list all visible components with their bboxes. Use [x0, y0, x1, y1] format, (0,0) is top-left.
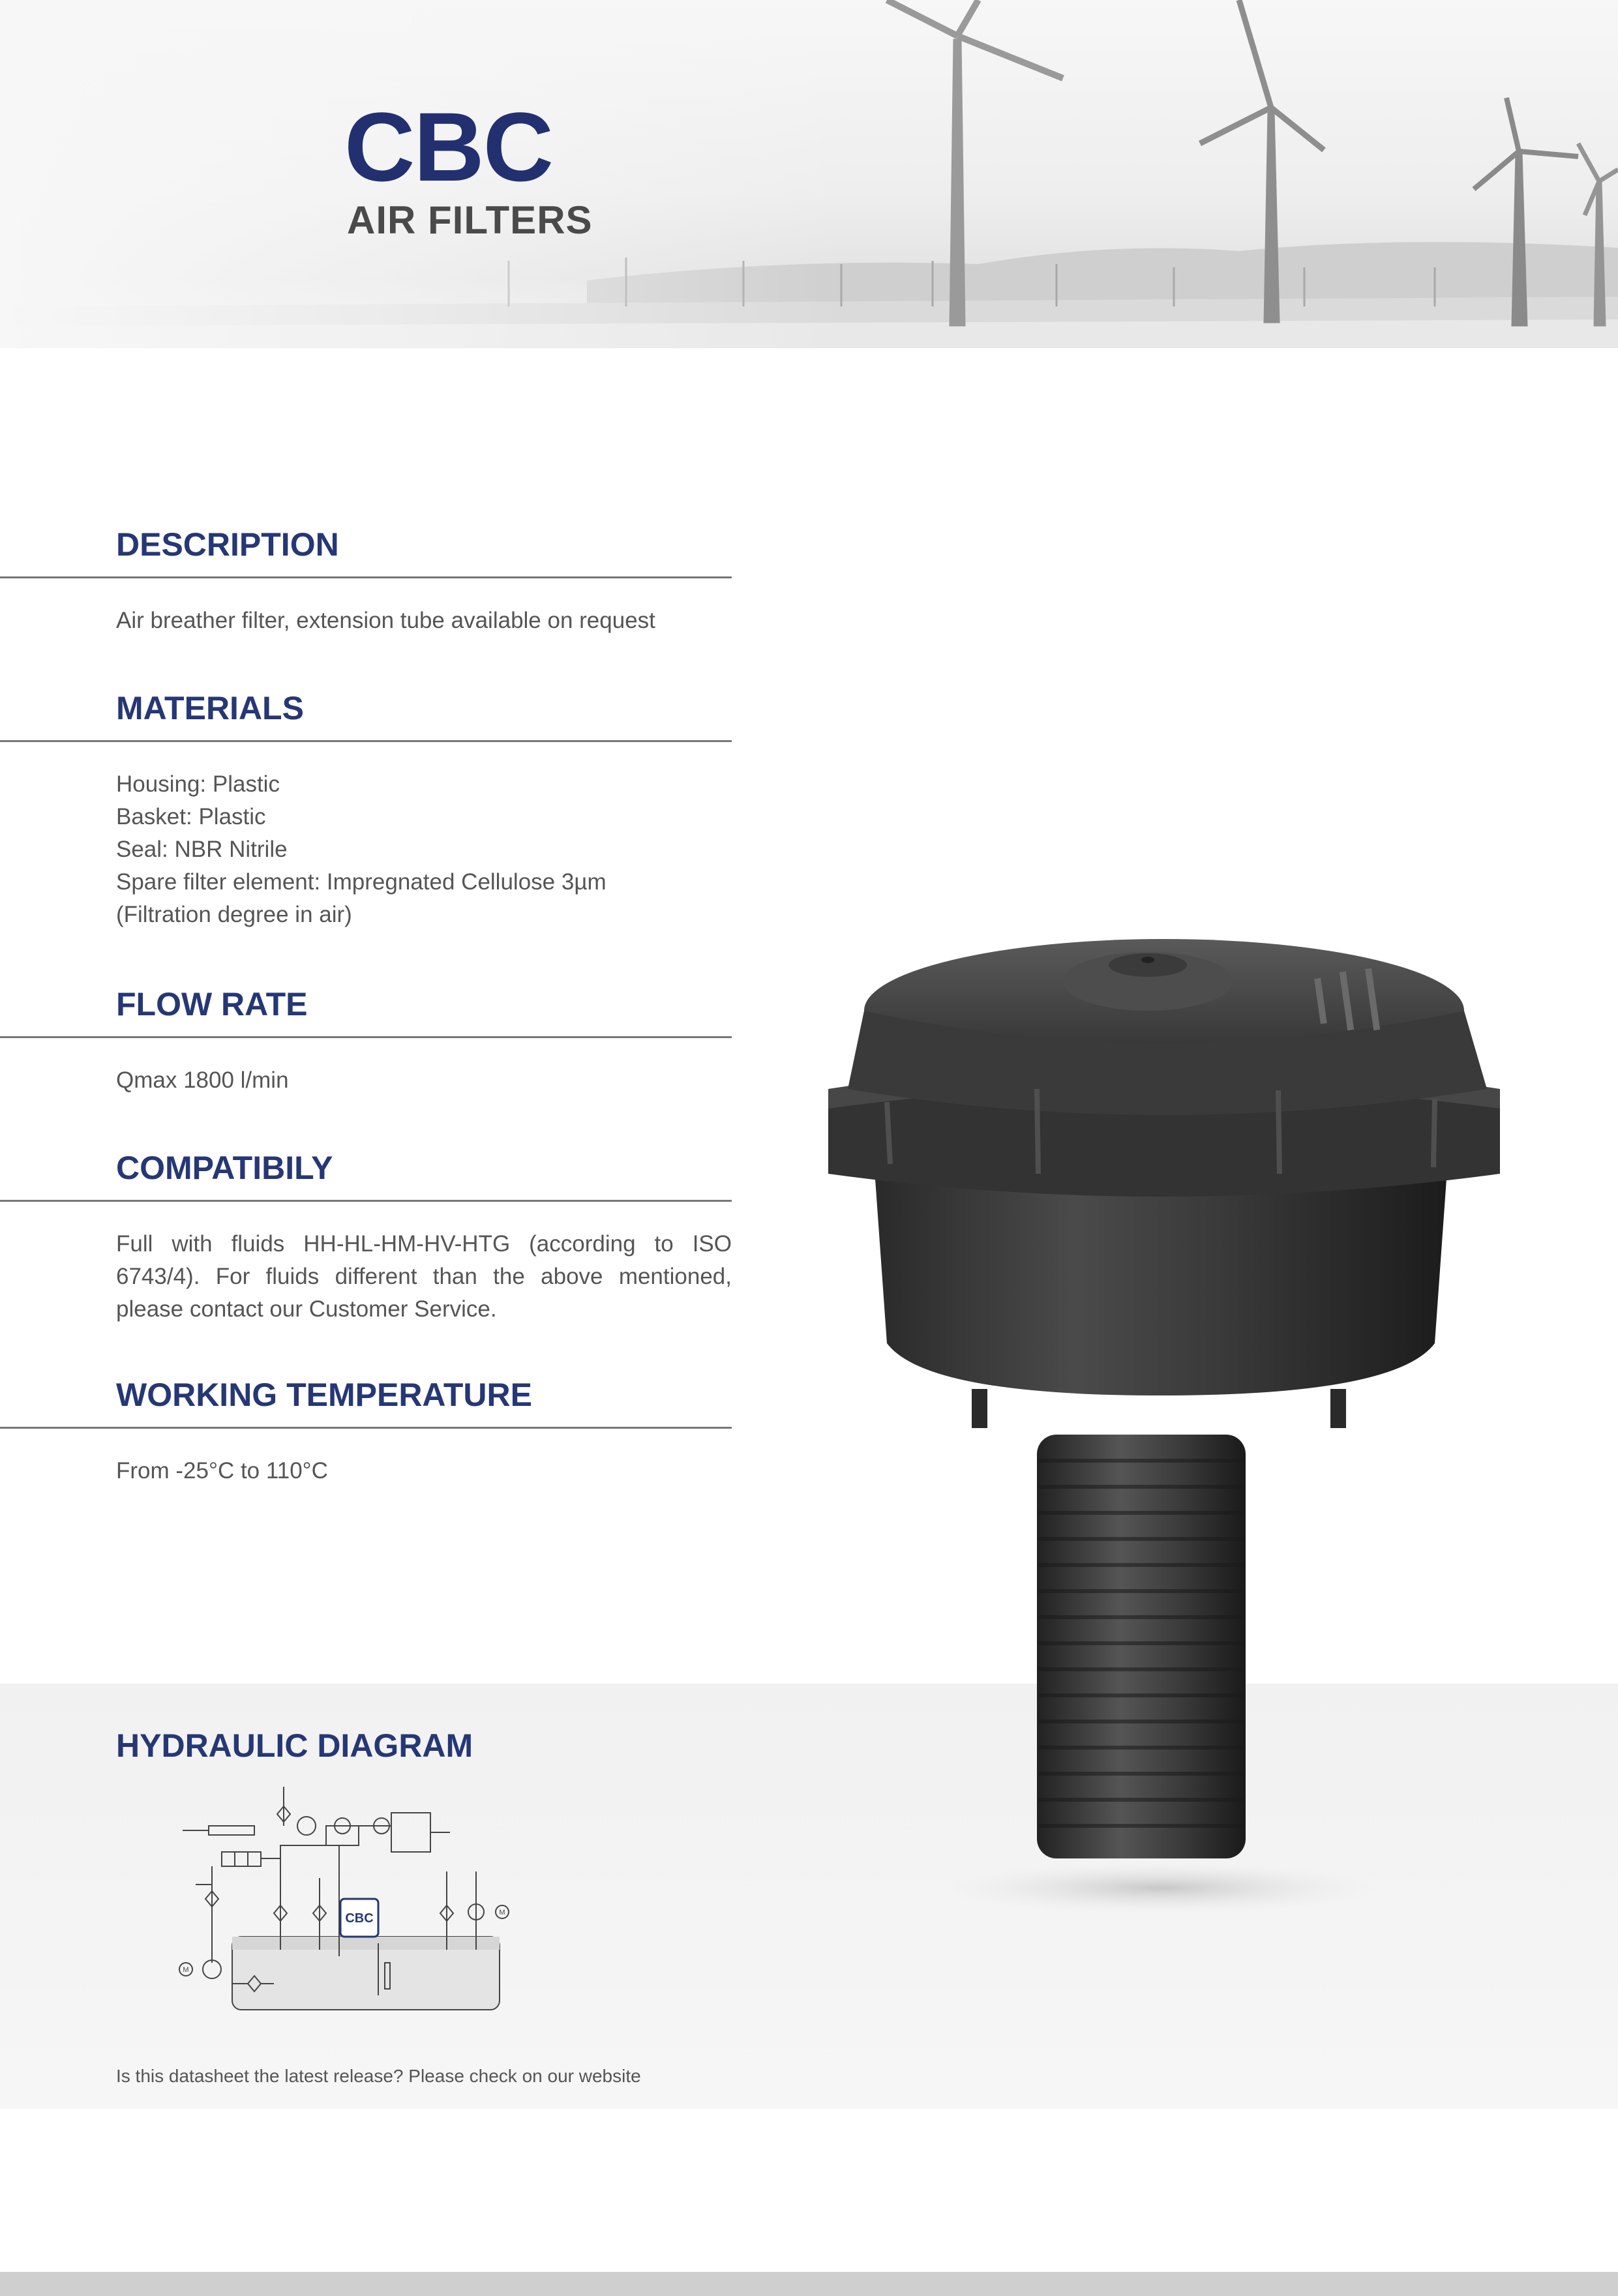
- air-filter-product-image: [809, 939, 1513, 1917]
- wind-turbine-background: [0, 0, 1618, 348]
- motor-label-left: M: [183, 1966, 189, 1974]
- material-line: Spare filter element: Impregnated Cellulose 3µm: [116, 869, 607, 895]
- description-section: [0, 528, 732, 637]
- footer-bar: [0, 2272, 1618, 2296]
- working-temperature-section: [0, 1379, 732, 1487]
- materials-section: [0, 692, 732, 931]
- section-heading: MATERIALS: [116, 690, 304, 726]
- material-line: Seal: NBR Nitrile: [116, 837, 288, 862]
- section-heading: WORKING TEMPERATURE: [116, 1377, 532, 1413]
- product-line-title: AIR FILTERS: [347, 198, 593, 242]
- compatibility-section: [0, 1152, 732, 1326]
- section-heading: COMPATIBILY: [116, 1150, 333, 1186]
- brand-title: CBC: [344, 92, 552, 201]
- temperature-range: From -25°C to 110°C: [116, 1458, 328, 1483]
- divider: [0, 1036, 732, 1038]
- description-text: Air breather filter, extension tube available on request: [116, 608, 655, 633]
- cbc-filter-label: CBC: [345, 1911, 374, 1926]
- divider: [0, 1200, 732, 1202]
- material-line: (Filtration degree in air): [116, 902, 352, 927]
- motor-label-right: M: [499, 1909, 505, 1916]
- compatibility-text: Full with fluids HH-HL-HM-HV-HTG (according to ISO 6743/4). For fluids different than the above mentioned, please contact our Customer Service.: [116, 1231, 732, 1322]
- hydraulic-diagram: [170, 1780, 535, 2028]
- datasheet-release-note: Is this datasheet the latest release? Please check on our website: [116, 2066, 641, 2086]
- flow-rate-value: Qmax 1800 l/min: [116, 1067, 289, 1093]
- material-line: Housing: Plastic: [116, 771, 280, 797]
- divider: [0, 1427, 732, 1429]
- section-heading: FLOW RATE: [116, 986, 308, 1022]
- material-line: Basket: Plastic: [116, 804, 266, 829]
- header-banner: [0, 0, 1618, 348]
- flow-rate-section: [0, 988, 732, 1097]
- hydraulic-diagram-heading: HYDRAULIC DIAGRAM: [116, 1727, 473, 1764]
- section-heading: DESCRIPTION: [116, 526, 339, 563]
- divider: [0, 576, 732, 578]
- divider: [0, 740, 732, 742]
